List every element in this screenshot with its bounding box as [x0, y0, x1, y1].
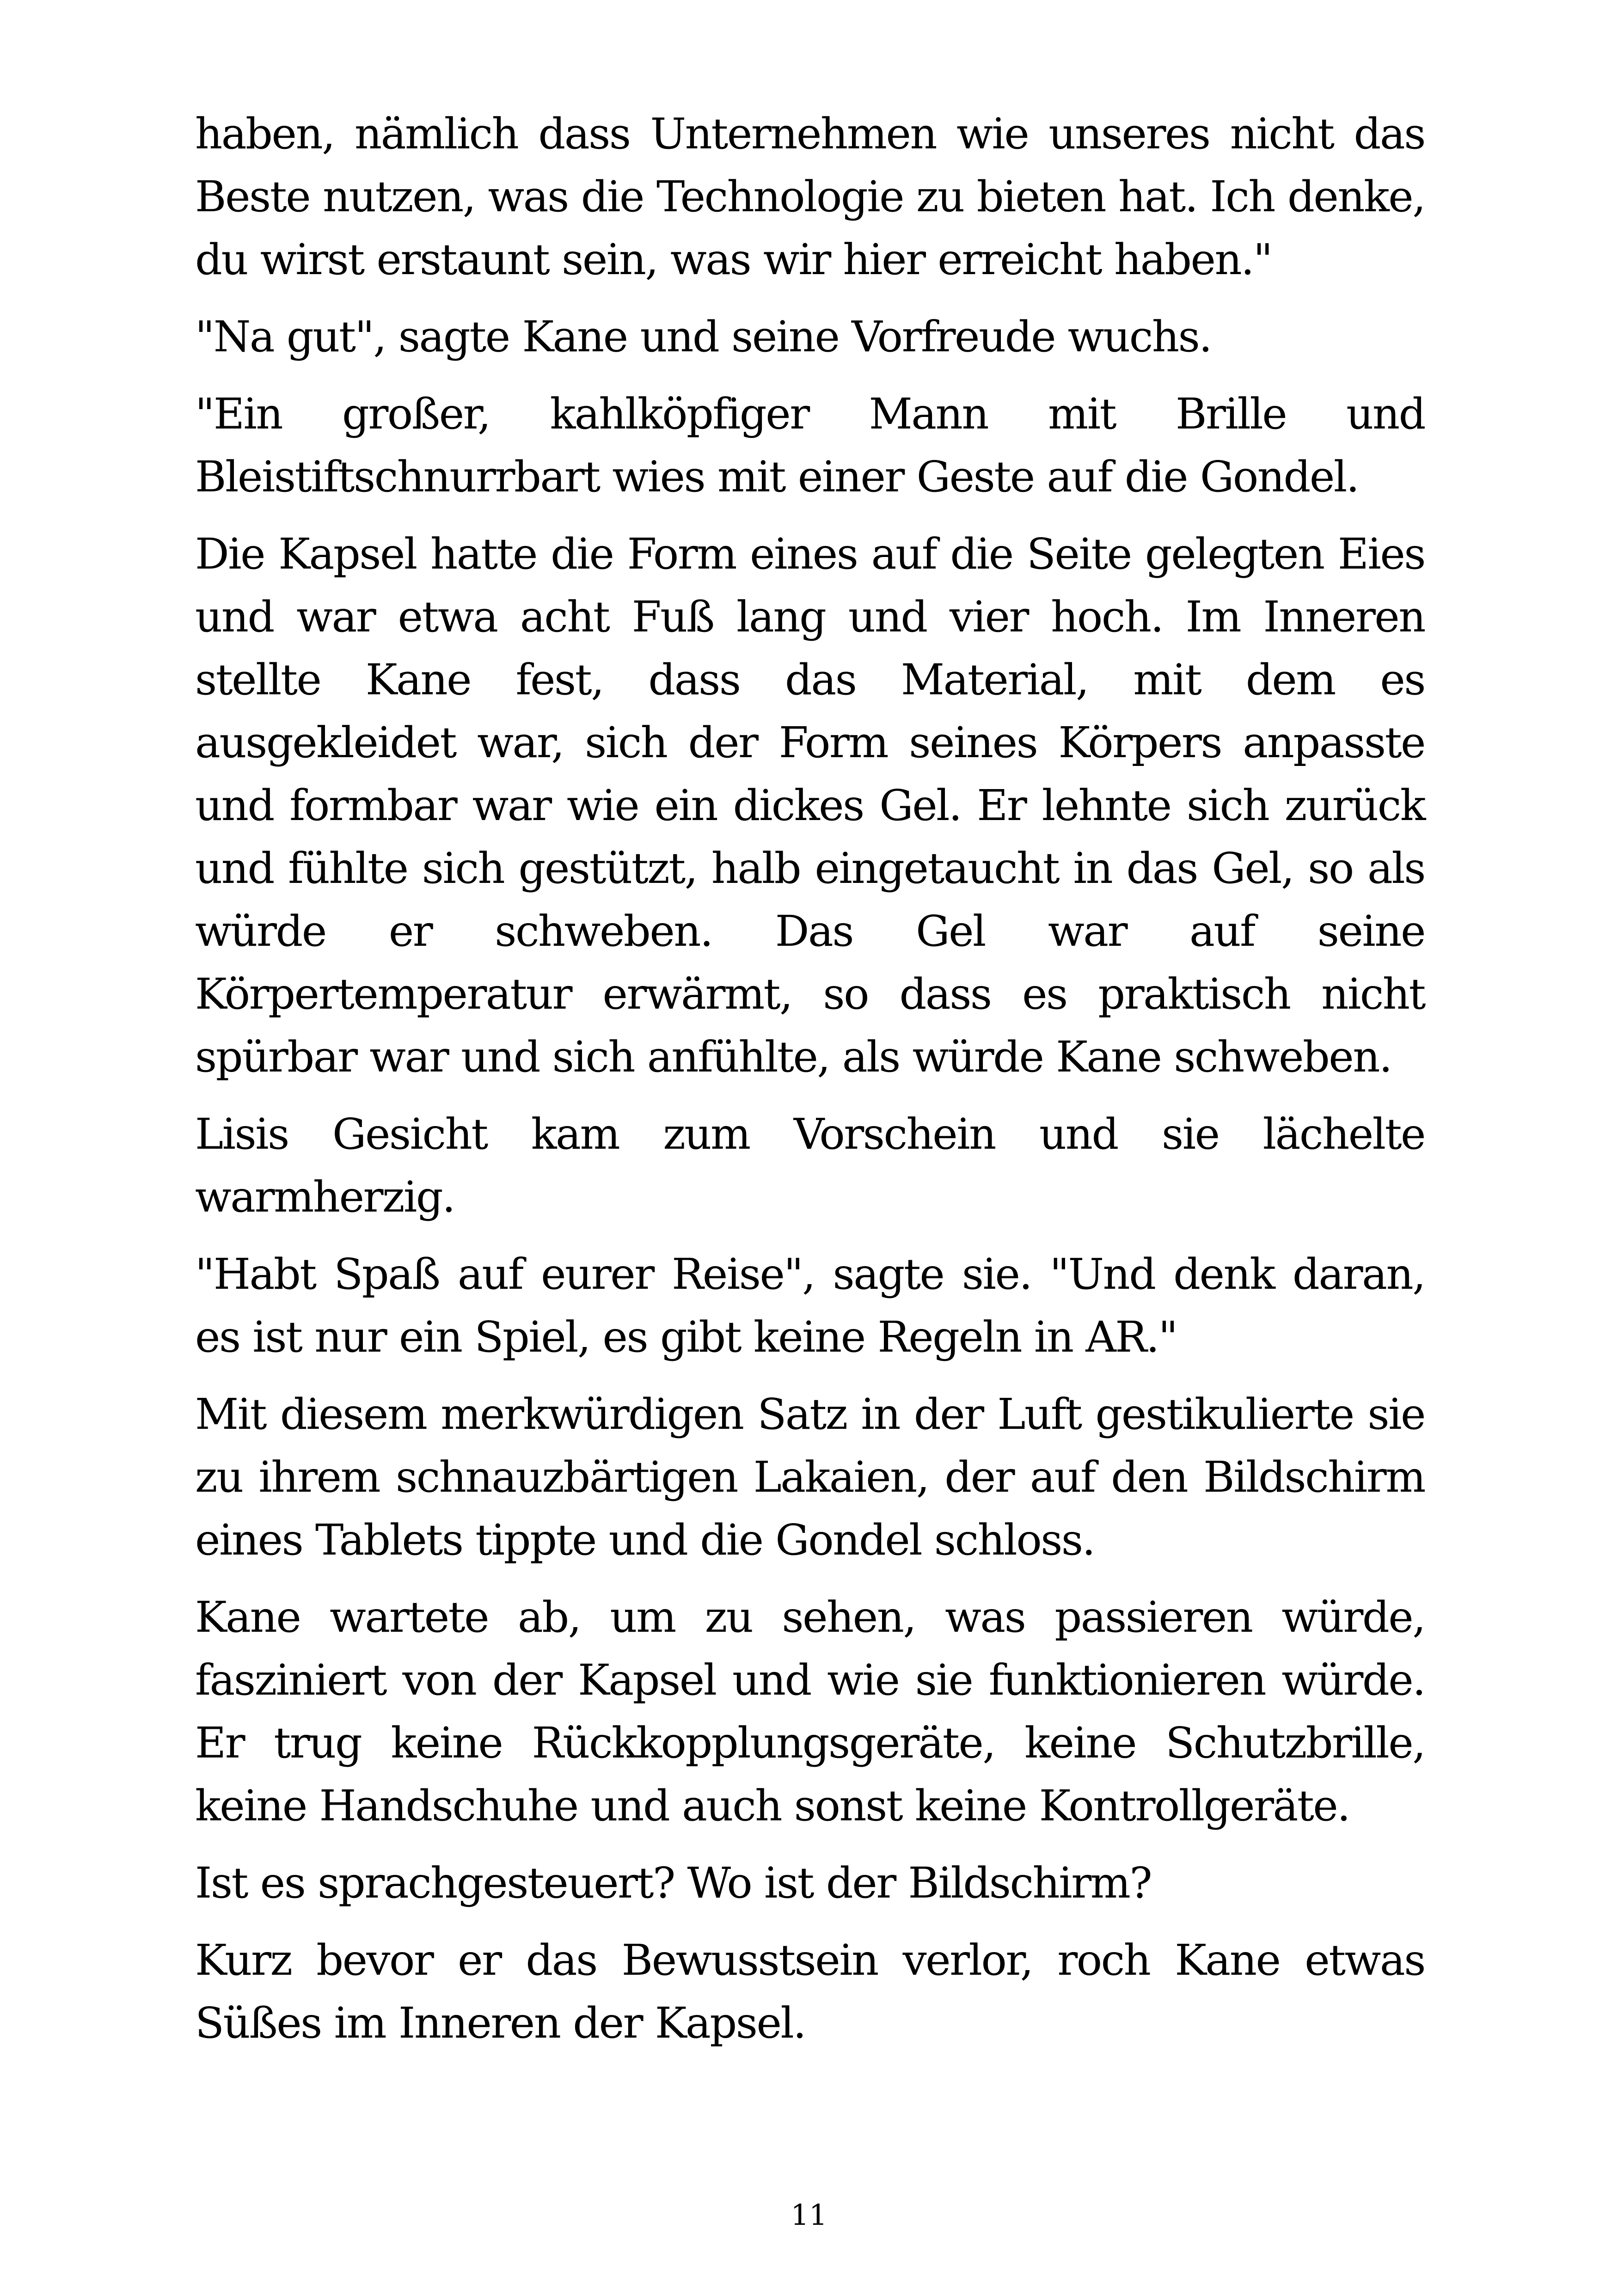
paragraph-9: Ist es sprachgesteuert? Wo ist der Bildschirm?	[195, 1858, 1152, 1908]
paragraph-2: "Na gut", sagte Kane und seine Vorfreude wuchs.	[195, 312, 1212, 361]
paragraph-3: "Ein großer, kahlköpfiger Mann mit Brille und Bleistiftschnurrbart wies mit einer Geste auf die Gondel.	[195, 389, 1425, 502]
paragraph-5: Lisis Gesicht kam zum Vorschein und sie lächelte warmherzig.	[195, 1109, 1425, 1222]
page-number: 11	[791, 2198, 827, 2232]
paragraph-1: haben, nämlich dass Unternehmen wie unseres nicht das Beste nutzen, was die Technologie zu bieten hat. Ich denke, du wirst erstaunt sein, was wir hier erreicht haben."	[195, 109, 1425, 284]
paragraph-6: "Habt Spaß auf eurer Reise", sagte sie. "Und denk daran, es ist nur ein Spiel, es gibt keine Regeln in AR."	[195, 1249, 1425, 1362]
body-text	[195, 103, 1425, 2069]
paragraph-10: Kurz bevor er das Bewusstsein verlor, roch Kane etwas Süßes im Inneren der Kapsel.	[195, 1935, 1425, 2048]
paragraph-7: Mit diesem merkwürdigen Satz in der Luft gestikulierte sie zu ihrem schnauzbärtigen Lakaien, der auf den Bildschirm eines Tablets tippte und die Gondel schloss.	[195, 1390, 1425, 1565]
paragraph-4: Die Kapsel hatte die Form eines auf die Seite gelegten Eies und war etwa acht Fuß lang und vier hoch. Im Inneren stellte Kane fest, dass das Material, mit dem es ausgekleidet war, sich der Form seines Körpers anpasste und formbar war wie ein dickes Gel. Er lehnte sich zurück und fühlte sich gestützt, halb eingetaucht in das Gel, so als würde er schweben. Das Gel war auf seine Körpertemperatur erwärmt, so dass es praktisch nicht spürbar war und sich anfühlte, als würde Kane schweben.	[195, 529, 1425, 1082]
paragraph-8: Kane wartete ab, um zu sehen, was passieren würde, fasziniert von der Kapsel und wie sie funktionieren würde. Er trug keine Rückkopplungsgeräte, keine Schutzbrille, keine Handschuhe und auch sonst keine Kontrollgeräte.	[195, 1592, 1425, 1831]
